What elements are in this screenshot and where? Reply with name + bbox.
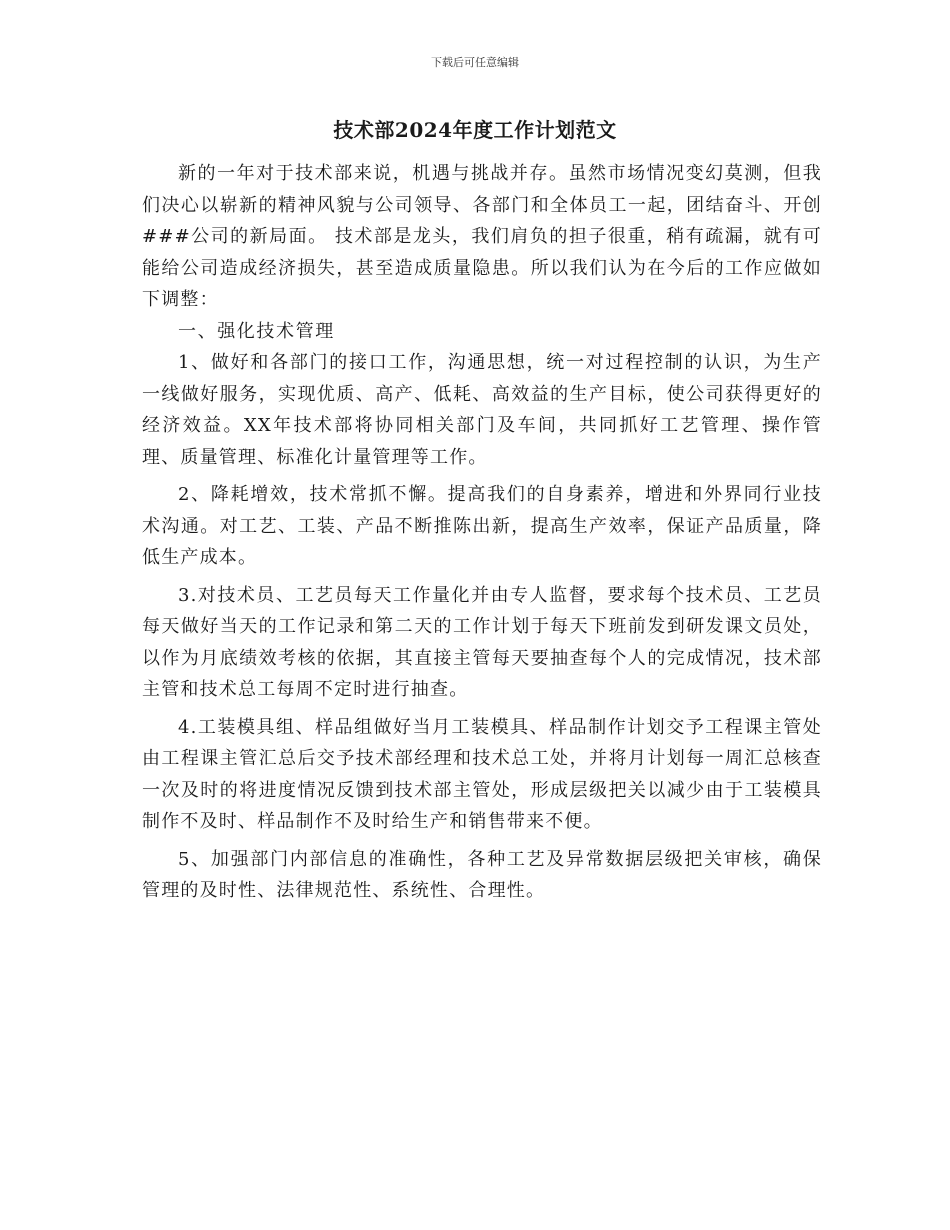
document-title: 技术部2024年度工作计划范文	[333, 118, 617, 142]
paragraph-item-1: 1、做好和各部门的接口工作，沟通思想，统一对过程控制的认识，为生产一线做好服务，实现优质、高产、低耗、高效益的生产目标，使公司获得更好的经济效益。XX年技术部将协同相关部门及车间，共同抓好工艺管理、操作管理、质量管理、标准化计量管理等工作。	[142, 352, 822, 468]
paragraph-item-5: 5、加强部门内部信息的准确性，各种工艺及异常数据层级把关审核，确保管理的及时性、法律规范性、系统性、合理性。	[142, 848, 822, 901]
paragraph-item-3: 3.对技术员、工艺员每天工作量化并由专人监督，要求每个技术员、工艺员每天做好当天的工作记录和第二天的工作计划于每天下班前发到研发课文员处，以作为月底绩效考核的依据，其直接主管每天要抽查每个人的完成情况，技术部主管和技术总工每周不定时进行抽查。	[142, 584, 822, 700]
paragraph-intro: 新的一年对于技术部来说，机遇与挑战并存。虽然市场情况变幻莫测，但我们决心以崭新的精神风貌与公司领导、各部门和全体员工一起，团结奋斗、开创###公司的新局面。 技术部是龙头，我们肩负的担子很重，稍有疏漏，就有可能给公司造成经济损失，甚至造成质量隐患。所以我们认为在今后的工作应做如下调整：	[142, 163, 822, 310]
paragraph-item-4: 4.工装模具组、样品组做好当月工装模具、样品制作计划交予工程课主管处由工程课主管汇总后交予技术部经理和技术总工处，并将月计划每一周汇总核查一次及时的将进度情况反馈到技术部主管处，形成层级把关以减少由于工装模具制作不及时、样品制作不及时给生产和销售带来不便。	[142, 716, 822, 832]
section-heading: 一、强化技术管理	[178, 320, 335, 342]
page-header-note: 下载后可任意编辑	[431, 56, 519, 69]
document-body	[142, 158, 822, 907]
paragraph-item-2: 2、降耗增效，技术常抓不懈。提高我们的自身素养，增进和外界同行业技术沟通。对工艺、工装、产品不断推陈出新，提高生产效率，保证产品质量，降低生产成本。	[142, 484, 822, 568]
